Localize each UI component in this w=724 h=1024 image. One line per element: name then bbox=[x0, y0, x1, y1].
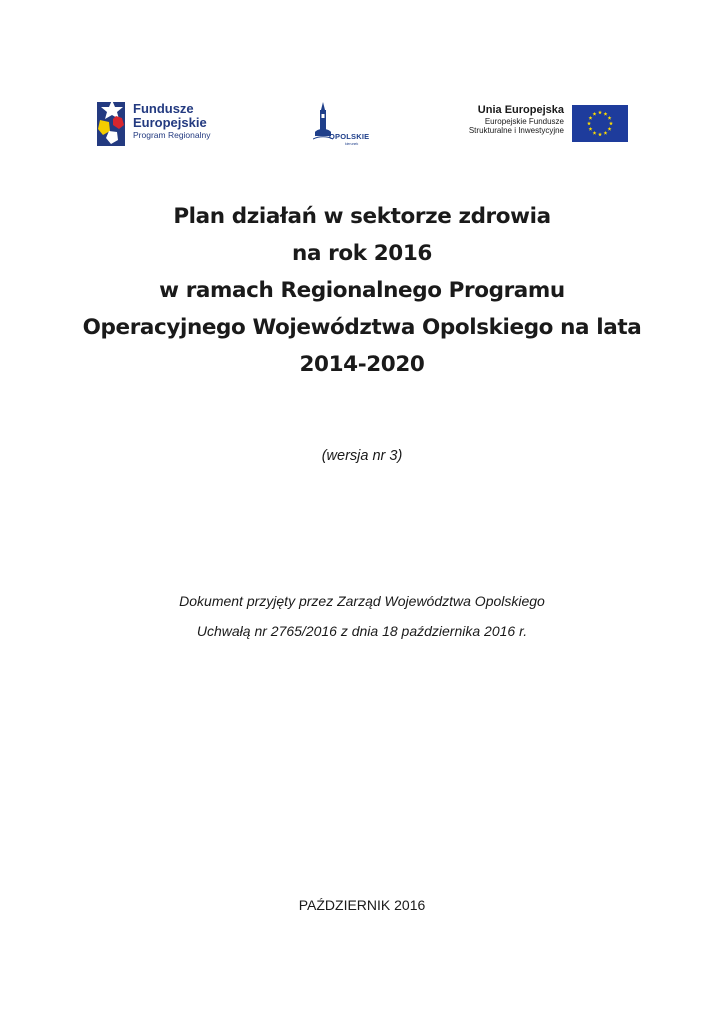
fundusze-europejskie-logo bbox=[97, 98, 227, 150]
title-line-3: w ramach Regionalnego Programu bbox=[159, 278, 565, 303]
eu-flag-icon bbox=[572, 105, 628, 142]
opolskie-logo bbox=[305, 102, 375, 148]
title-line-2: na rok 2016 bbox=[292, 241, 432, 266]
europejskie-label: Europejskie bbox=[133, 114, 207, 130]
title-line-1: Plan działań w sektorze zdrowia bbox=[173, 204, 551, 229]
adoption-line-2: Uchwałą nr 2765/2016 z dnia 18 października 2016 r. bbox=[196, 623, 528, 639]
document-date: PAŹDZIERNIK 2016 bbox=[298, 897, 426, 913]
fundusze-europejskie-mark-icon bbox=[97, 98, 127, 148]
europejskie-fundusze-label: Europejskie Fundusze bbox=[484, 116, 564, 126]
logo-strip bbox=[0, 96, 724, 156]
unia-europejska-label: Unia Europejska bbox=[477, 104, 564, 116]
opolskie-subtitle: kierunek bbox=[345, 142, 359, 146]
adoption-line-1: Dokument przyjęty przez Zarząd Województwa Opolskiego bbox=[179, 593, 545, 609]
opolskie-name: OPOLSKIE bbox=[329, 132, 370, 141]
title-line-5: 2014-2020 bbox=[299, 352, 425, 377]
document-title bbox=[60, 198, 664, 383]
title-line-4: Operacyjnego Województwa Opolskiego na lata bbox=[82, 315, 642, 340]
unia-europejska-text bbox=[440, 104, 564, 135]
unia-europejska-logo bbox=[440, 104, 630, 144]
strukturalne-inwestycyjne-label: Strukturalne i Inwestycyjne bbox=[468, 125, 564, 135]
adoption-note bbox=[0, 586, 724, 646]
program-regionalny-label: Program Regionalny bbox=[133, 130, 211, 141]
fundusze-label: Fundusze bbox=[133, 101, 194, 116]
fundusze-europejskie-text bbox=[133, 102, 210, 140]
document-version: (wersja nr 3) bbox=[321, 448, 403, 464]
